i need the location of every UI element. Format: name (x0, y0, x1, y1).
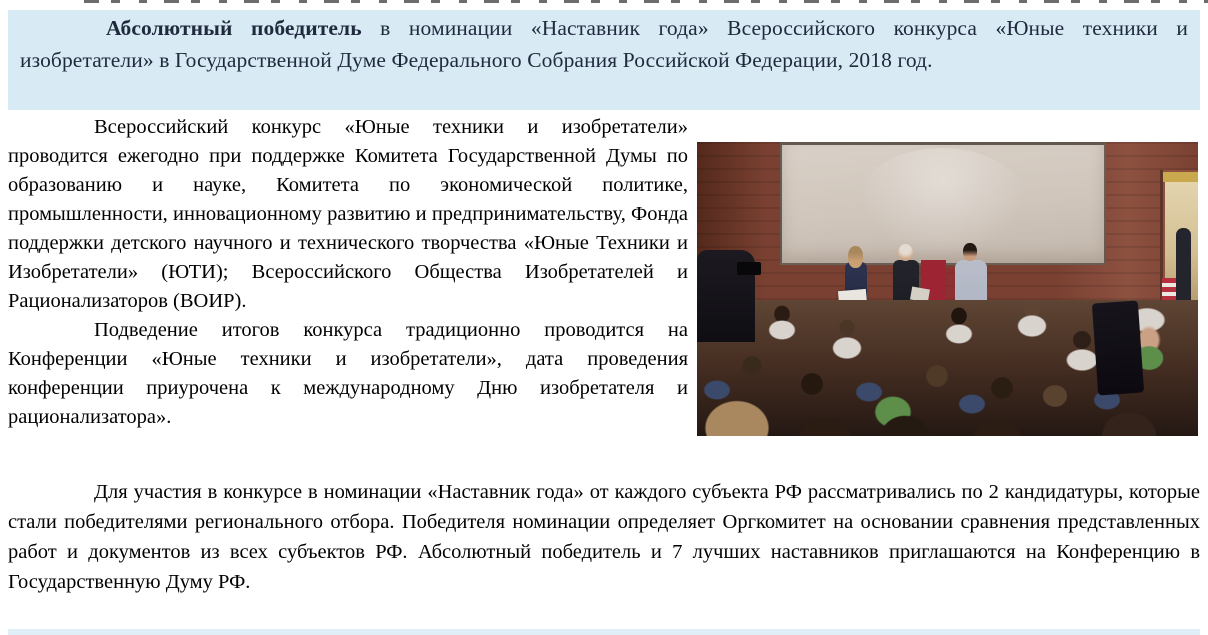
person-in-doorway (1176, 228, 1191, 306)
highlight-title-band (8, 10, 1200, 110)
paragraph-results-conference: Подведение итогов конкурса традиционно проводится на Конференции «Юные техники и изобретатели», дата проведения конференции приурочена к международному Дню изобретателя и рационализатора». (8, 319, 688, 428)
cropped-text-artifact (84, 0, 1208, 3)
title-bold-lead: Абсолютный победитель (106, 16, 362, 40)
paragraph-selection-rules: Для участия в конкурсе в номинации «Наставник года» от каждого субъекта РФ рассматривались по 2 кандидатуры, которые стали победителями регионального отбора. Победителя номинации определяет Оргкомитет на основании сравнения представленных работ и документов из всех субъектов РФ. Абсолютный победитель и 7 лучших наставников приглашаются на Конференцию в Государственную Думу РФ. (8, 481, 1200, 593)
conference-photo (697, 142, 1198, 436)
stage-person-blonde-head (848, 246, 863, 268)
body-bottom-block (8, 477, 1200, 597)
stage-person-dress-head (963, 243, 977, 261)
title-rest: в номинации «Наставник года» Всероссийского конкурса «Юные техники и изобретатели» в Государственной Думе Федерального Собрания Российской Федерации, 2018 год. (20, 16, 1188, 72)
next-highlight-strip (8, 629, 1200, 635)
body-left-column (8, 113, 688, 432)
title-paragraph (20, 12, 1188, 76)
video-camera-tripod (1092, 301, 1144, 396)
door-lintel (1163, 172, 1198, 182)
paragraph-competition-support: Всероссийский конкурс «Юные техники и изобретатели» проводится ежегодно при поддержке Комитета Государственной Думы по образованию и науке, Комитета по экономической политике, промышленности, инновационному развитию и предпринимательству, Фонда поддержки детского научного и технического творчества «Юные Техники и Изобретатели» (ЮТИ); Всероссийского Общества Изобретателей и Рационализаторов (ВОИР). (8, 116, 688, 312)
stage-presenter-head (898, 244, 913, 261)
camera-icon (737, 262, 761, 275)
screen-highlight (857, 148, 1027, 258)
